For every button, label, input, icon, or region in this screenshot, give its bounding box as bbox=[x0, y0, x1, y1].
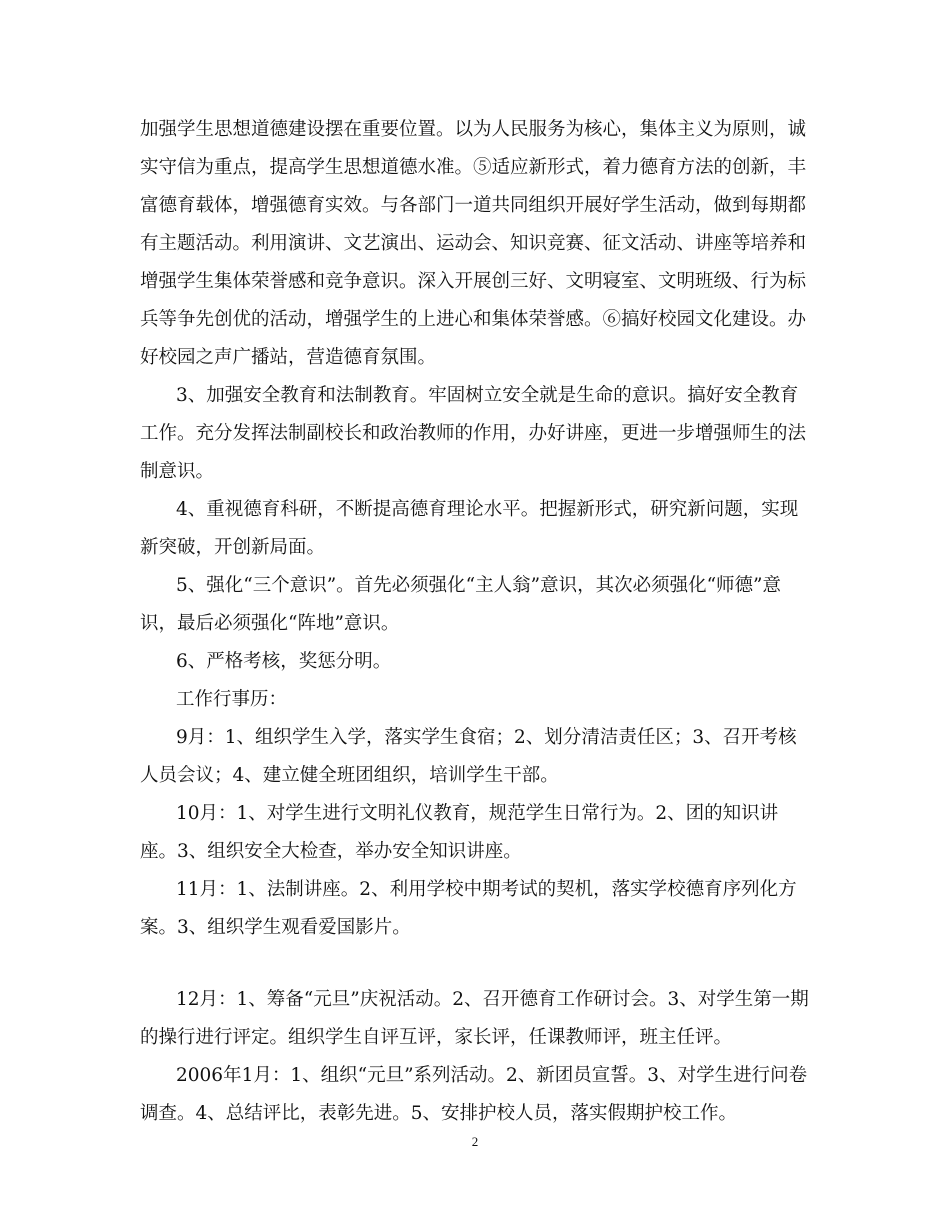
paragraph-start-line: 5、强化“三个意识”。首先必须强化“主人翁”意识，其次必须强化“师德”意 bbox=[176, 575, 782, 596]
paragraph-start-line: 4、重视德育科研，不断提高德育理论水平。把握新形式，研究新问题，实现 bbox=[176, 499, 799, 520]
text-line: 富德育载体，增强德育实效。与各部门一道共同组织开展好学生活动，做到每期都 bbox=[140, 195, 807, 216]
text-line: 好校园之声广播站，营造德育氛围。 bbox=[140, 347, 437, 368]
schedule-item-line: 调查。4、总结评比，表彰先进。5、安排护校人员，落实假期护校工作。 bbox=[140, 1103, 738, 1124]
text-line: 实守信为重点，提高学生思想道德水准。⑤适应新形式，着力德育方法的创新，丰 bbox=[140, 157, 807, 178]
schedule-item-line: 的操行进行评定。组织学生自评互评，家长评，任课教师评，班主任评。 bbox=[140, 1027, 733, 1048]
schedule-item-line: 9月：1、组织学生入学，落实学生食宿；2、划分清洁责任区；3、召开考核 bbox=[176, 727, 797, 748]
text-line: 制意识。 bbox=[140, 461, 215, 482]
schedule-item-line: 座。3、组织安全大检查，举办安全知识讲座。 bbox=[140, 841, 522, 862]
schedule-item-line: 2006年1月：1、组织“元旦”系列活动。2、新团员宣誓。3、对学生进行问卷 bbox=[176, 1065, 808, 1086]
section-heading: 工作行事历： bbox=[176, 689, 288, 710]
paragraph-start-line: 3、加强安全教育和法制教育。牢固树立安全就是生命的意识。搞好安全教育 bbox=[176, 385, 799, 406]
schedule-item-line: 案。3、组织学生观看爱国影片。 bbox=[140, 917, 411, 938]
text-line: 增强学生集体荣誉感和竞争意识。深入开展创三好、文明寝室、文明班级、行为标 bbox=[140, 271, 807, 292]
text-line: 识，最后必须强化“阵地”意识。 bbox=[140, 613, 400, 634]
page-number: 2 bbox=[471, 1134, 479, 1149]
schedule-item-line: 10月：1、对学生进行文明礼仪教育，规范学生日常行为。2、团的知识讲 bbox=[176, 803, 779, 824]
schedule-item-line: 12月：1、筹备“元旦”庆祝活动。2、召开德育工作研讨会。3、对学生第一期 bbox=[176, 989, 809, 1010]
text-line: 兵等争先创优的活动，增强学生的上进心和集体荣誉感。⑥搞好校园文化建设。办 bbox=[140, 309, 807, 330]
paragraph-start-line: 6、严格考核，奖惩分明。 bbox=[176, 651, 392, 672]
schedule-item-line: 人员会议；4、建立健全班团组织，培训学生干部。 bbox=[140, 765, 559, 786]
schedule-item-line: 11月：1、法制讲座。2、利用学校中期考试的契机，落实学校德育序列化方 bbox=[176, 879, 797, 900]
text-line: 有主题活动。利用演讲、文艺演出、运动会、知识竞赛、征文活动、讲座等培养和 bbox=[140, 233, 807, 254]
text-line: 工作。充分发挥法制副校长和政治教师的作用，办好讲座，更进一步增强师生的法 bbox=[140, 423, 807, 444]
text-line: 新突破，开创新局面。 bbox=[140, 537, 326, 558]
text-line: 加强学生思想道德建设摆在重要位置。以为人民服务为核心，集体主义为原则，诚 bbox=[140, 119, 807, 140]
